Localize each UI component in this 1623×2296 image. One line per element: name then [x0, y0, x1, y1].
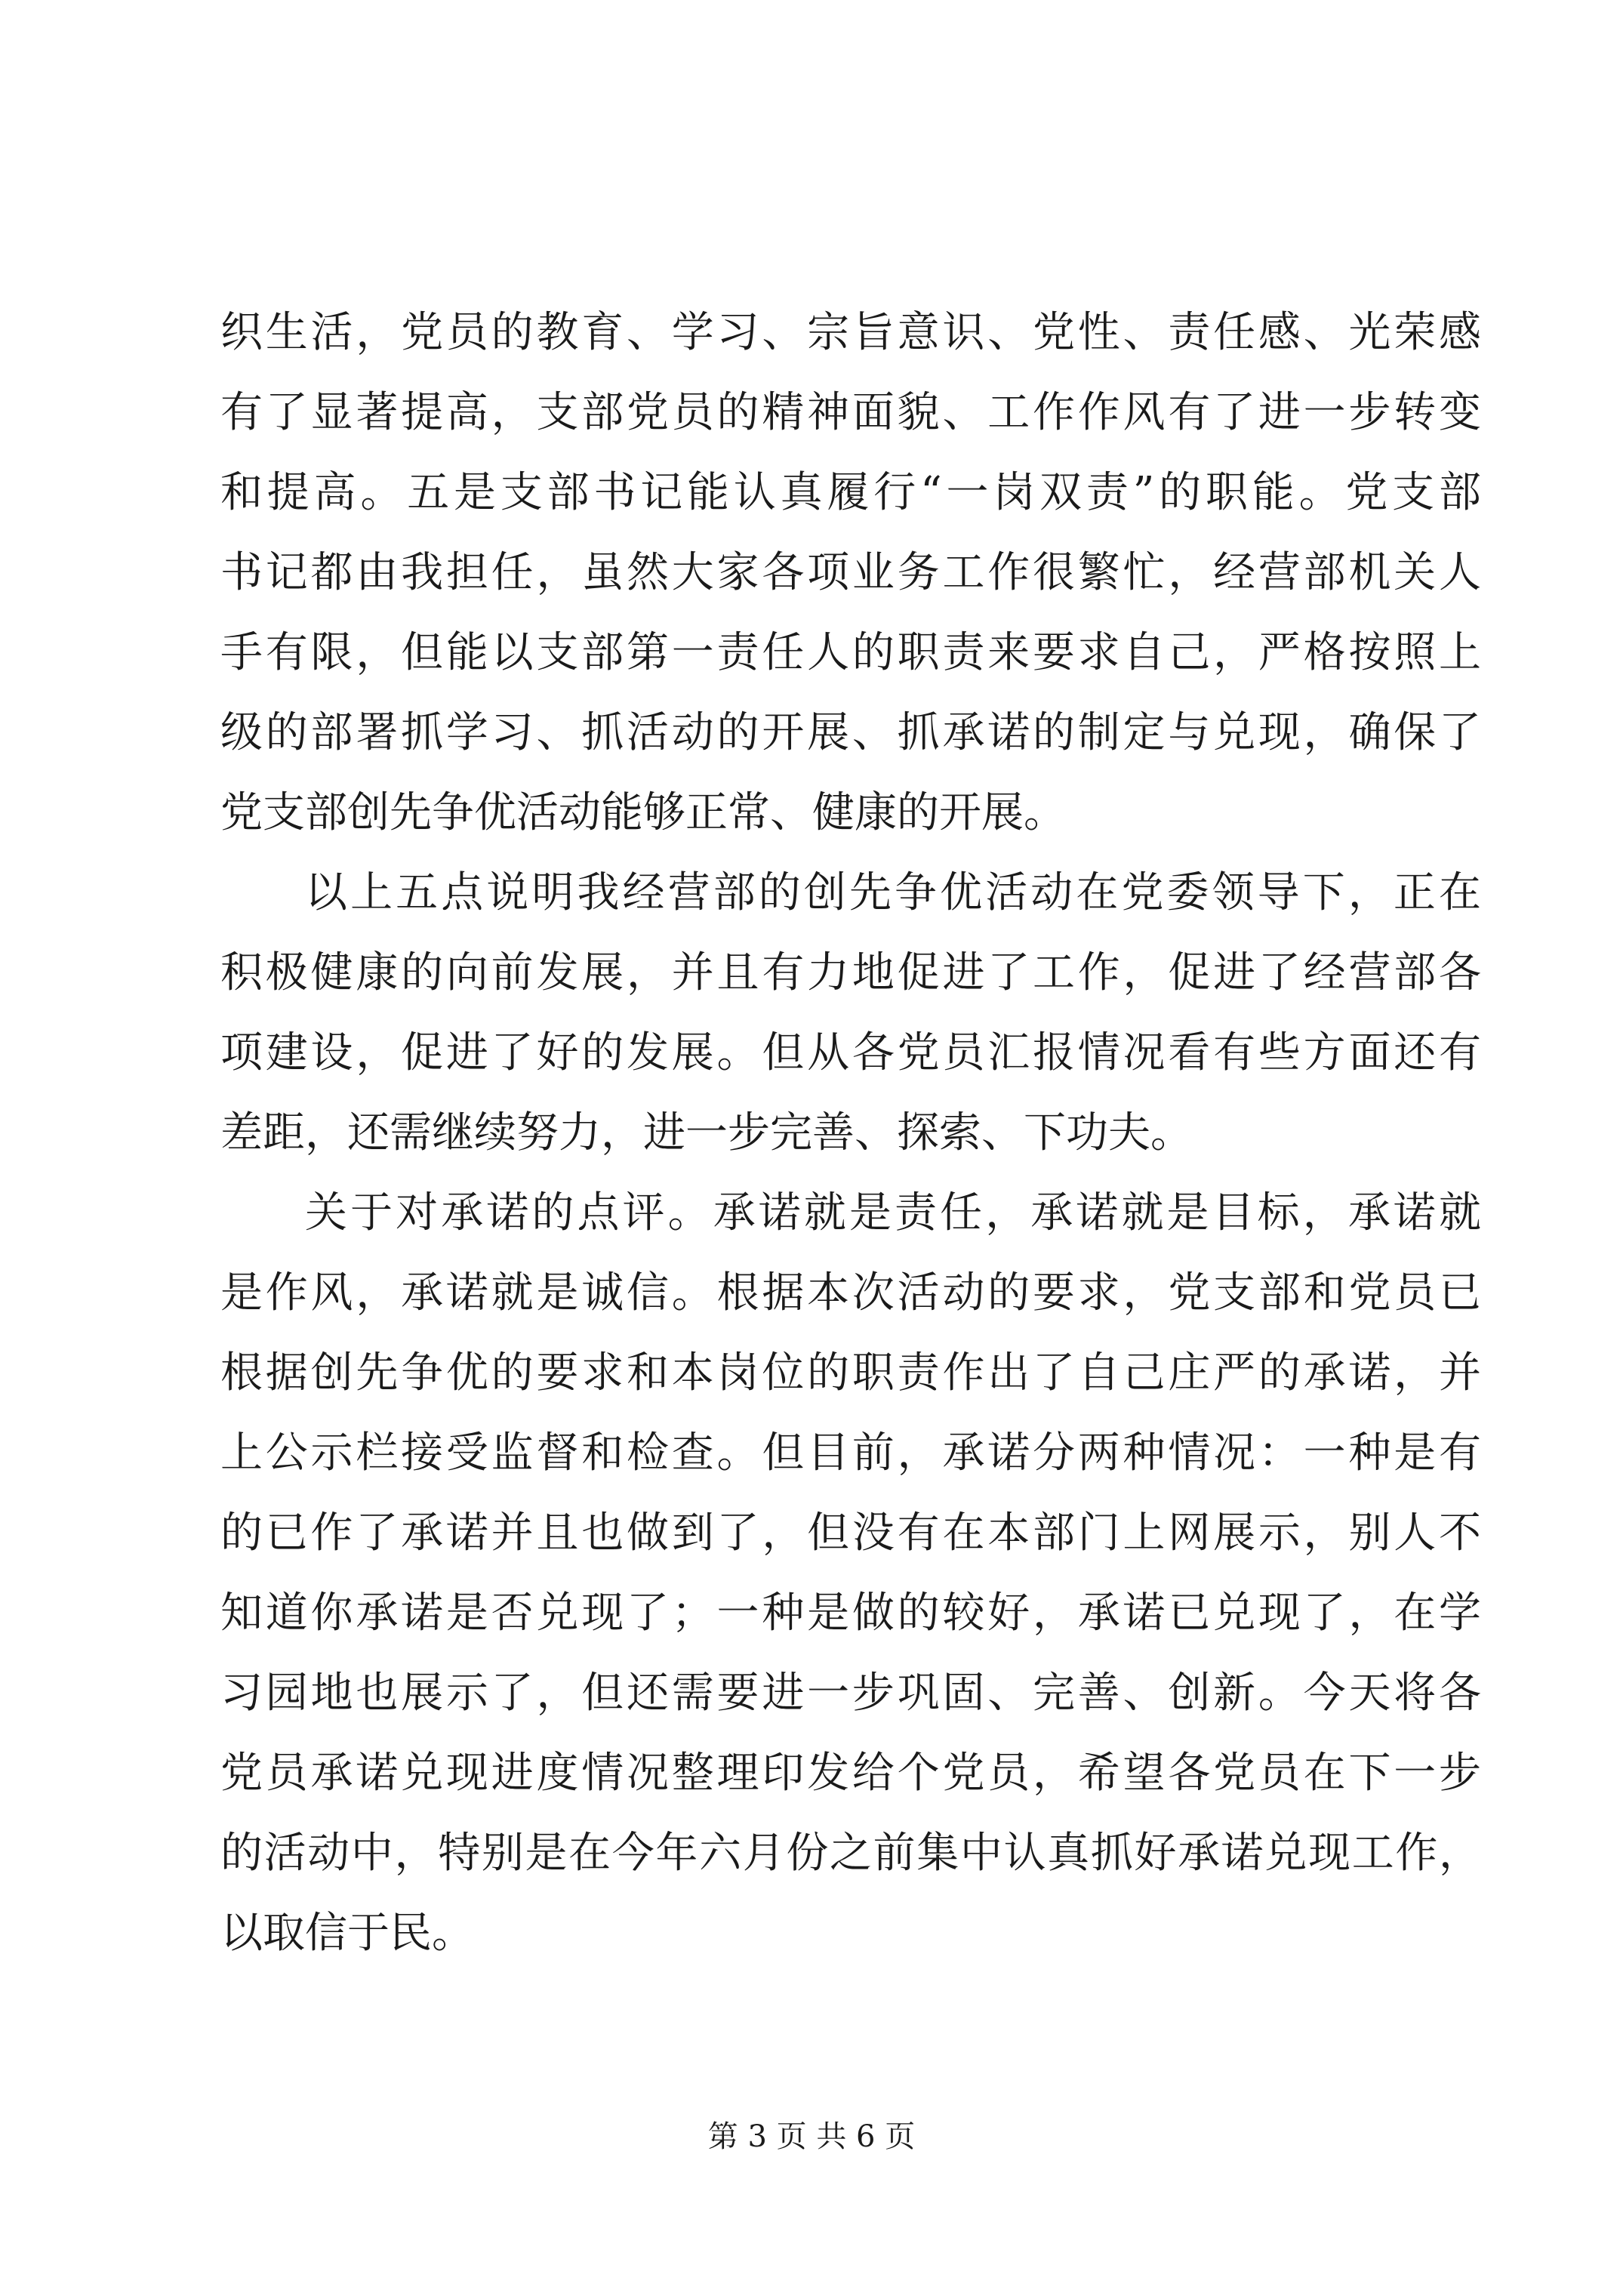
text-line: 差距，还需继续努力，进一步完善、探索、下功夫。: [220, 1108, 1193, 1157]
text-line: 以取信于民。: [220, 1909, 474, 1958]
text-line: 的活动中，特别是在今年六月份之前集中认真抓好承诺兑现工作，: [220, 1829, 1481, 1878]
text-line: 和提高。五是支部书记能认真履行“一岗双责”的职能。党支部: [220, 468, 1481, 517]
text-line: 书记都由我担任，虽然大家各项业务工作很繁忙，经营部机关人: [220, 548, 1481, 597]
text-line: 积极健康的向前发展，并且有力地促进了工作，促进了经营部各: [220, 948, 1481, 997]
paragraph-1: [220, 293, 1481, 853]
text-line: 关于对承诺的点评。承诺就是责任，承诺就是目标，承诺就: [305, 1188, 1481, 1237]
text-line: 根据创先争优的要求和本岗位的职责作出了自己庄严的承诺，并: [220, 1348, 1481, 1398]
text-line: 党支部创先争优活动能够正常、健康的开展。: [220, 788, 1066, 837]
paragraph-2: [220, 853, 1481, 1173]
text-line: 党员承诺兑现进度情况整理印发给个党员，希望各党员在下一步: [220, 1749, 1481, 1798]
page-number-footer: 第 3 页 共 6 页: [707, 2119, 916, 2154]
text-line: 以上五点说明我经营部的创先争优活动在党委领导下，正在: [305, 868, 1481, 917]
text-line: 级的部署抓学习、抓活动的开展、抓承诺的制定与兑现，确保了: [220, 708, 1481, 757]
text-line: 是作风，承诺就是诚信。根据本次活动的要求，党支部和党员已: [220, 1268, 1481, 1318]
document-body: [220, 293, 1481, 1974]
text-line: 上公示栏接受监督和检查。但目前，承诺分两种情况：一种是有: [220, 1428, 1481, 1478]
text-line: 织生活，党员的教育、学习、宗旨意识、党性、责任感、光荣感: [220, 308, 1481, 357]
text-line: 项建设，促进了好的发展。但从各党员汇报情况看有些方面还有: [220, 1028, 1481, 1077]
text-line: 知道你承诺是否兑现了；一种是做的较好，承诺已兑现了，在学: [220, 1589, 1481, 1638]
paragraph-3: [220, 1173, 1481, 1974]
text-line: 的已作了承诺并且也做到了，但没有在本部门上网展示，别人不: [220, 1509, 1481, 1558]
text-line: 手有限，但能以支部第一责任人的职责来要求自己，严格按照上: [220, 628, 1481, 677]
text-line: 有了显著提高，支部党员的精神面貌、工作作风有了进一步转变: [220, 388, 1481, 437]
text-line: 习园地也展示了，但还需要进一步巩固、完善、创新。今天将各: [220, 1669, 1481, 1718]
